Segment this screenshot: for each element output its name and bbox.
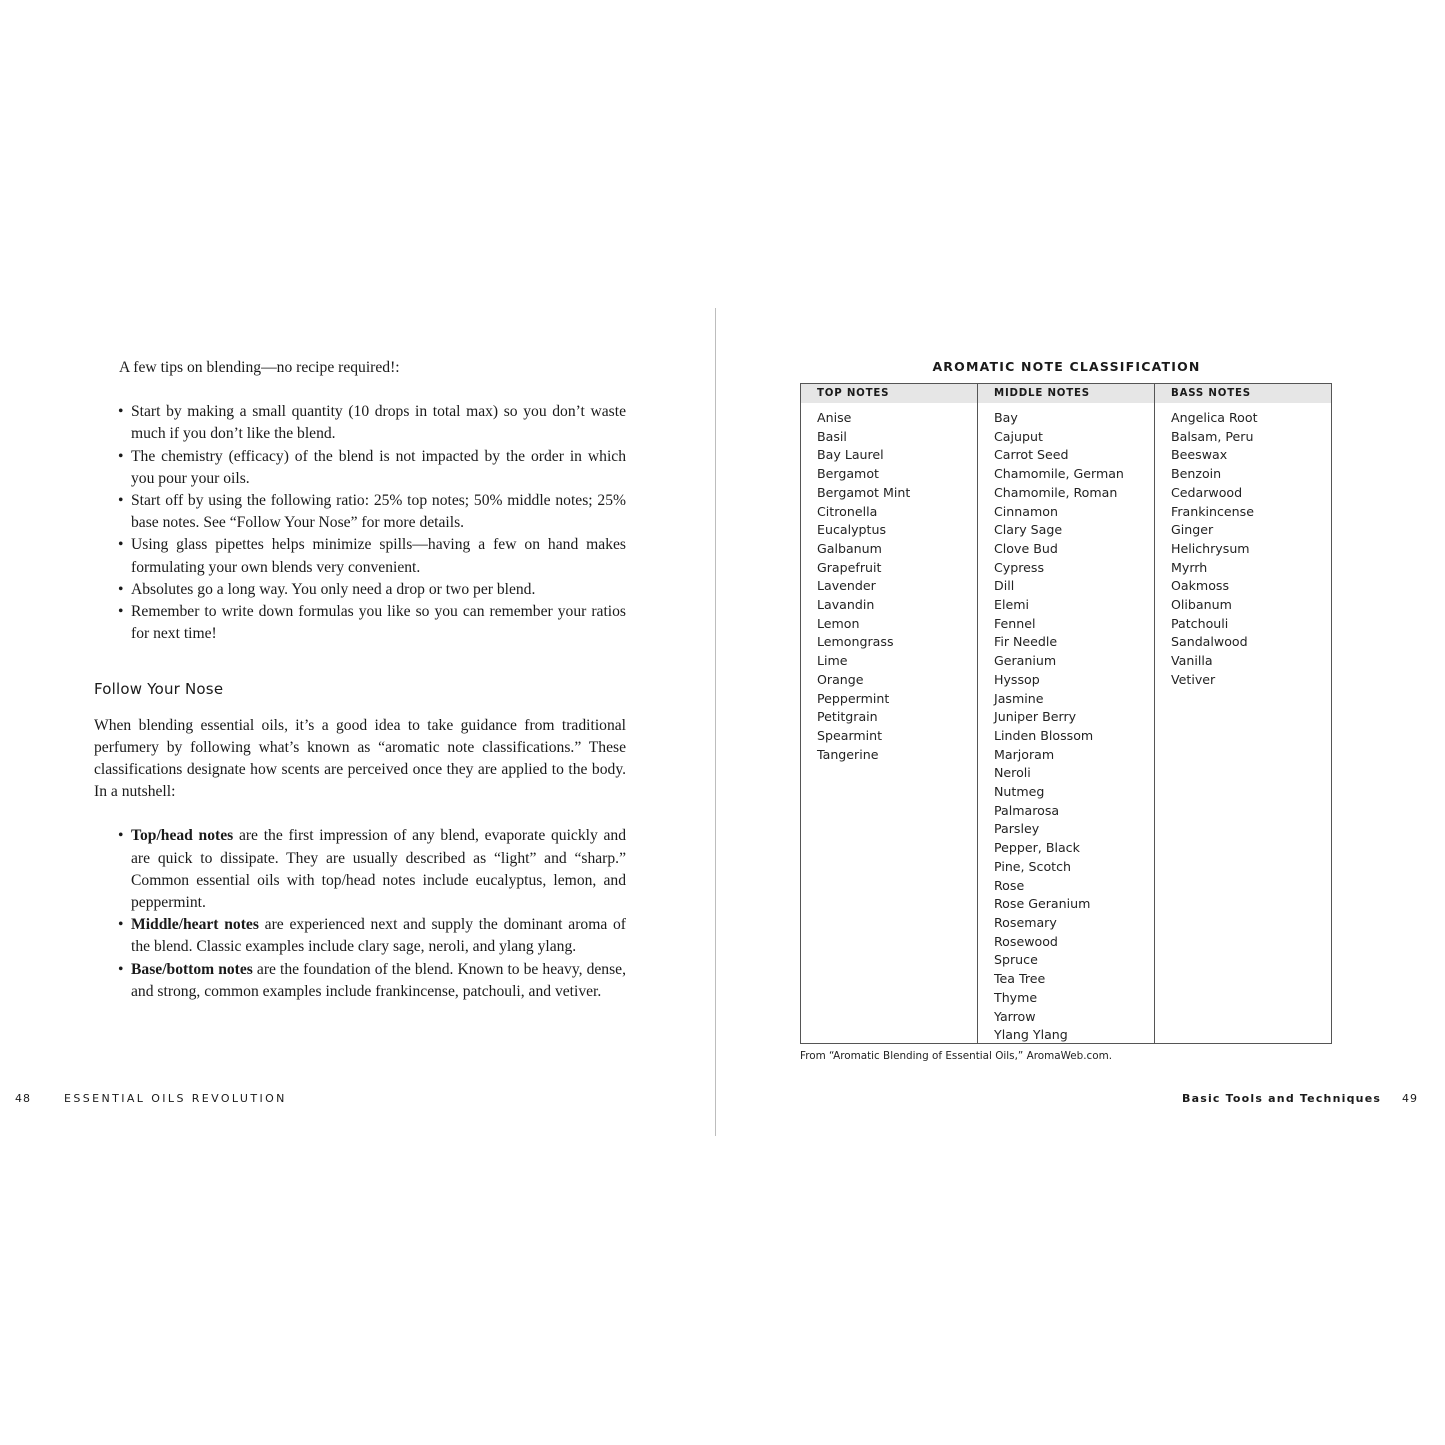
table-cell: Lime — [817, 653, 848, 669]
table-cell: Cinnamon — [994, 503, 1058, 519]
table-cell: Balsam, Peru — [1171, 428, 1254, 444]
table-cell: Vanilla — [1171, 653, 1213, 669]
table-cell: Lemon — [817, 615, 860, 631]
table-cell: Olibanum — [1171, 597, 1232, 613]
right-page-number: 49 — [1402, 1092, 1418, 1105]
table-cell: Pine, Scotch — [994, 858, 1072, 874]
section-heading: Follow Your Nose — [94, 680, 224, 699]
notes-list — [94, 825, 626, 1003]
table-cell: Benzoin — [1171, 466, 1222, 482]
table-cell: Tea Tree — [994, 971, 1046, 987]
table-cell: Parsley — [994, 821, 1040, 837]
table-cell: Fennel — [994, 615, 1036, 631]
table-cell: Fir Needle — [994, 634, 1058, 650]
list-item: • Start by making a small quantity (10 drops in total max) so you don’t waste much if you don’t like the blend. — [118, 403, 626, 443]
right-running-head: Basic Tools and Techniques — [1182, 1092, 1382, 1105]
column-list — [801, 403, 977, 764]
table-cell: Tangerine — [817, 746, 879, 762]
table-cell: Patchouli — [1171, 615, 1229, 631]
table-cell: Anise — [817, 410, 852, 425]
table-cell: Bergamot Mint — [817, 484, 911, 500]
table-cell: Ylang Ylang — [994, 1027, 1068, 1043]
column-list — [978, 403, 1154, 1045]
table-cell: Marjoram — [994, 746, 1055, 762]
table-cell: Dill — [994, 578, 1015, 594]
list-item: • Remember to write down formulas you like so you can remember your ratios for next time! — [118, 603, 626, 643]
table-cell: Lavandin — [817, 597, 875, 613]
table-cell: Neroli — [994, 765, 1031, 781]
table-cell: Vetiver — [1171, 671, 1216, 687]
table-cell: Elemi — [994, 597, 1029, 613]
table-cell: Carrot Seed — [994, 447, 1069, 463]
table-cell: Yarrow — [994, 1008, 1036, 1024]
list-item: • Using glass pipettes helps minimize spills—having a few on hand makes formulating your own blends very convenient. — [118, 536, 626, 576]
table-cell: Cypress — [994, 559, 1045, 575]
table-cell: Oakmoss — [1171, 578, 1230, 594]
table-cell: Chamomile, Roman — [994, 484, 1118, 500]
table-cell: Cajuput — [994, 428, 1043, 444]
table-cell: Myrrh — [1171, 559, 1208, 575]
table-cell: Angelica Root — [1171, 410, 1258, 425]
table-cell: Pepper, Black — [994, 840, 1080, 856]
column-header: TOP NOTES — [801, 384, 977, 403]
table-cell: Juniper Berry — [994, 709, 1077, 725]
table-cell: Orange — [817, 671, 864, 687]
table-cell: Sandalwood — [1171, 634, 1248, 650]
table-cell: Chamomile, German — [994, 466, 1124, 482]
section-paragraph: When blending essential oils, it’s a good idea to take guidance from traditional perfumery by following what’s known as “aromatic note classifications.” These classifications designate how scents are perceived once they are applied to the body. In a nutshell: — [94, 716, 626, 801]
table-cell: Bergamot — [817, 466, 879, 482]
table-cell: Bay Laurel — [817, 447, 884, 463]
left-running-head: ESSENTIAL OILS REVOLUTION — [64, 1092, 287, 1105]
table-column-bass-notes — [1154, 384, 1331, 1043]
table-cell: Rosemary — [994, 914, 1057, 930]
table-cell: Cedarwood — [1171, 484, 1243, 500]
table-cell: Linden Blossom — [994, 727, 1094, 743]
list-item: • Start off by using the following ratio: 25% top notes; 50% middle notes; 25% base notes. See “Follow Your Nose” for more details. — [118, 492, 626, 532]
column-header: MIDDLE NOTES — [978, 384, 1154, 403]
table-cell: Rose Geranium — [994, 896, 1091, 912]
table-cell: Eucalyptus — [817, 522, 887, 538]
list-item: • Absolutes go a long way. You only need a drop or two per blend. — [118, 580, 536, 598]
list-item: • Top/head notes are the first impression of any blend, evaporate quickly and are quick to dissipate. They are usually described as “light” and “sharp.” Common essential oils with top/head notes include eucalyptus, lemon, and peppermint. — [118, 827, 627, 912]
left-page-body — [94, 357, 626, 1003]
table-cell: Basil — [817, 428, 847, 444]
table-cell: Hyssop — [994, 671, 1040, 687]
tips-intro: A few tips on blending—no recipe required!: — [119, 359, 400, 376]
table-source-note: From “Aromatic Blending of Essential Oils,” AromaWeb.com. — [800, 1050, 1113, 1062]
table-cell: Spearmint — [817, 727, 883, 743]
table-cell: Rosewood — [994, 933, 1058, 949]
page-gutter-divider — [715, 308, 716, 1136]
aromatic-note-table — [800, 383, 1332, 1044]
table-cell: Spruce — [994, 952, 1038, 968]
table-cell: Petitgrain — [817, 709, 878, 725]
tips-list — [94, 401, 626, 645]
table-cell: Jasmine — [994, 690, 1044, 706]
column-list — [1155, 403, 1331, 690]
table-cell: Frankincense — [1171, 503, 1254, 519]
table-cell: Beeswax — [1171, 447, 1228, 463]
table-cell: Peppermint — [817, 690, 890, 706]
table-cell: Geranium — [994, 653, 1057, 669]
table-cell: Thyme — [994, 989, 1038, 1005]
table-title: AROMATIC NOTE CLASSIFICATION — [932, 359, 1201, 374]
table-cell: Helichrysum — [1171, 540, 1250, 556]
table-cell: Ginger — [1171, 522, 1214, 538]
table-cell: Nutmeg — [994, 784, 1045, 800]
list-item: • Base/bottom notes are the foundation of the blend. Known to be heavy, dense, and strong, common examples include frankincense, patchouli, and vetiver. — [118, 960, 626, 1000]
table-column-top-notes — [801, 384, 977, 1043]
table-cell: Grapefruit — [817, 559, 882, 575]
list-item: • Middle/heart notes are experienced next and supply the dominant aroma of the blend. Classic examples include clary sage, neroli, and ylang ylang. — [118, 916, 626, 956]
table-cell: Rose — [994, 877, 1025, 893]
table-cell: Citronella — [817, 503, 878, 519]
table-cell: Lavender — [817, 578, 876, 594]
table-cell: Bay — [994, 410, 1018, 425]
table-cell: Clove Bud — [994, 540, 1058, 556]
left-page-number: 48 — [15, 1092, 31, 1105]
table-cell: Lemongrass — [817, 634, 894, 650]
table-column-middle-notes — [977, 384, 1154, 1043]
column-header: BASS NOTES — [1155, 384, 1331, 403]
list-item: • The chemistry (efficacy) of the blend is not impacted by the order in which you pour your oils. — [118, 447, 626, 487]
table-cell: Clary Sage — [994, 522, 1063, 538]
table-cell: Palmarosa — [994, 802, 1060, 818]
table-cell: Galbanum — [817, 540, 882, 556]
